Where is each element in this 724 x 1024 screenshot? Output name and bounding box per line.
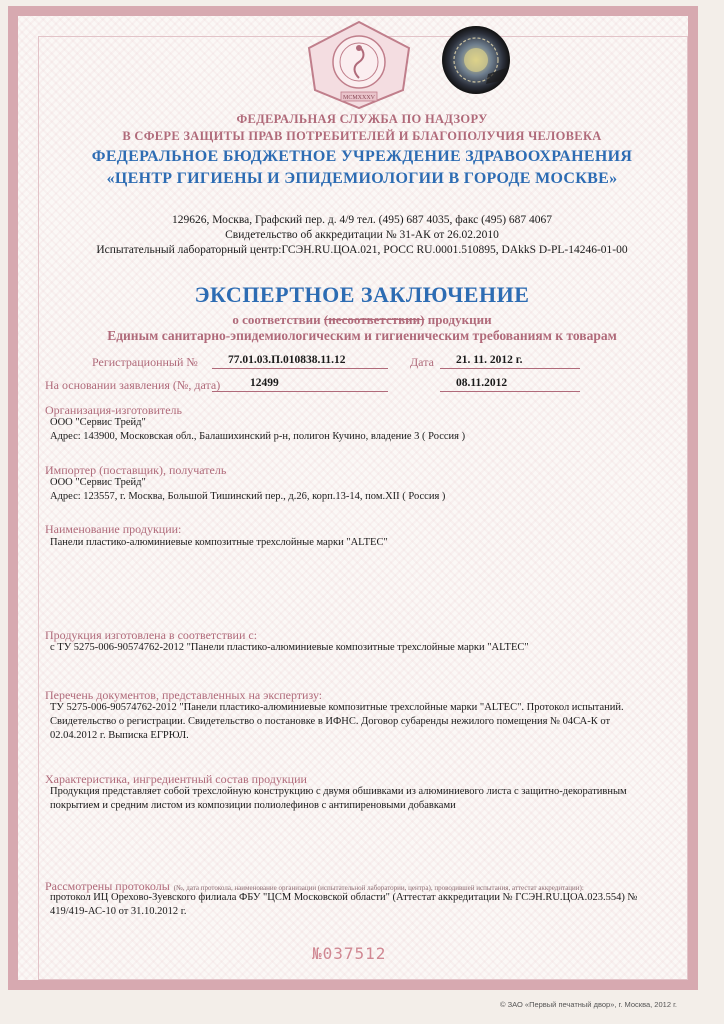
documents-label: Перечень документов, представленных на экспертизу: xyxy=(45,688,323,702)
documents-line-3: 02.04.2012 г. Выписка ЕГРЮЛ. xyxy=(50,730,189,741)
application-date: 08.11.2012 xyxy=(456,377,508,389)
accreditation-certificate: Свидетельство об аккредитации № 31-АК от 26.02.2010 xyxy=(225,229,499,241)
documents-line-1: ТУ 5275-006-90574762-2012 "Панели пластико-алюминиевые композитные трехслойные марки "ALTEC". Протокол испытаний. xyxy=(50,702,624,713)
conformity-prefix: о соответствии xyxy=(232,312,321,327)
emblem-seal-icon xyxy=(305,18,413,110)
date-label: Дата xyxy=(410,355,434,369)
protocols-line-2: 419/419-АС-10 от 31.10.2012 г. xyxy=(50,906,187,917)
manufacturer-address: Адрес: 143900, Московская обл., Балашихинский р-н, полигон Кучино, владение 3 ( Россия ) xyxy=(50,431,466,442)
org-name-line-1: ФЕДЕРАЛЬНОЕ БЮДЖЕТНОЕ УЧРЕЖДЕНИЕ ЗДРАВООХРАНЕНИЯ xyxy=(91,148,633,165)
protocols-line-1: протокол ИЦ Орехово-Зуевского филиала ФБУ "ЦСМ Московской области" (Аттестат аккредитации № ГСЭН.RU.ЦОА.023.554) № xyxy=(50,892,638,903)
conformity-struck: (несоответствии) xyxy=(323,312,425,327)
importer-label: Импортер (поставщик), получатель xyxy=(45,463,227,477)
characteristics-label: Характеристика, ингредиентный состав продукции xyxy=(45,772,307,786)
registration-label: Регистрационный № xyxy=(92,355,198,369)
documents-line-2: Свидетельство о регистрации. Свидетельство о постановке в ИФНС. Договор субаренды нежилого помещения № 04СА-К от xyxy=(50,716,611,727)
manufactured-per-value: с ТУ 5275-006-90574762-2012 "Панели пластико-алюминиевые композитные трехслойные марки "ALTEC" xyxy=(50,642,529,653)
manufacturer-label: Организация-изготовитель xyxy=(45,403,183,417)
requirements-line: Единым санитарно-эпидемиологическим и гигиеническим требованиям к товарам xyxy=(107,328,617,343)
registration-date: 21. 11. 2012 г. xyxy=(456,354,523,366)
form-serial-number: №037512 xyxy=(312,944,387,963)
document-title: ЭКСПЕРТНОЕ ЗАКЛЮЧЕНИЕ xyxy=(194,282,530,307)
application-date-line xyxy=(440,391,580,392)
header-line-2: В СФЕРЕ ЗАЩИТЫ ПРАВ ПОТРЕБИТЕЛЕЙ И БЛАГОПОЛУЧИЯ ЧЕЛОВЕКА xyxy=(122,129,602,143)
importer-address: Адрес: 123557, г. Москва, Большой Тишинский пер., д.26, корп.13-14, пом.XII ( Россия ) xyxy=(50,491,446,502)
date-line xyxy=(440,368,580,369)
characteristics-line-2: покрытием и средним листом из композиции полиолефинов с антипиреновыми добавками xyxy=(50,800,456,811)
manufactured-per-label: Продукция изготовлена в соответствии с: xyxy=(45,628,258,642)
product-name: Панели пластико-алюминиевые композитные трехслойные марки "ALTEC" xyxy=(50,537,388,548)
product-label: Наименование продукции: xyxy=(45,522,182,536)
printer-footer: © ЗАО «Первый печатный двор», г. Москва, 2012 г. xyxy=(500,1000,677,1009)
protocols-label: Рассмотрены протоколы xyxy=(45,879,170,893)
emblem-year: MCMXXXV xyxy=(342,95,376,101)
registration-line xyxy=(212,368,388,369)
registration-number: 77.01.03.П.010838.11.12 xyxy=(228,354,346,366)
org-name-line-2: «ЦЕНТР ГИГИЕНЫ И ЭПИДЕМИОЛОГИИ В ГОРОДЕ МОСКВЕ» xyxy=(106,170,618,187)
application-number: 12499 xyxy=(250,377,279,389)
application-line xyxy=(212,391,388,392)
hologram-sticker-icon xyxy=(440,24,512,96)
basis-label: На основании заявления (№, дата) xyxy=(45,378,221,392)
protocols-hint: (№, дата протокола, наименование организации (испытательной лаборатории, центра), проводившей испытания, аттестат аккредитации): xyxy=(173,884,584,892)
conformity-line xyxy=(0,312,724,328)
org-address: 129626, Москва, Графский пер. д. 4/9 тел. (495) 687 4035, факс (495) 687 4067 xyxy=(171,214,553,226)
importer-name: ООО "Сервис Трейд" xyxy=(50,477,146,488)
header-line-1: ФЕДЕРАЛЬНАЯ СЛУЖБА ПО НАДЗОРУ xyxy=(236,112,488,126)
lab-center: Испытательный лабораторный центр:ГСЭН.RU.ЦОА.021, РОСС RU.0001.510895, DAkkS D-PL-14246-01-00 xyxy=(96,244,628,256)
conformity-suffix: продукции xyxy=(427,312,492,327)
characteristics-line-1: Продукция представляет собой трехслойную конструкцию с двумя обшивками из алюминиевого листа с защитно-декоративным xyxy=(50,786,627,797)
manufacturer-name: ООО "Сервис Трейд" xyxy=(50,417,146,428)
